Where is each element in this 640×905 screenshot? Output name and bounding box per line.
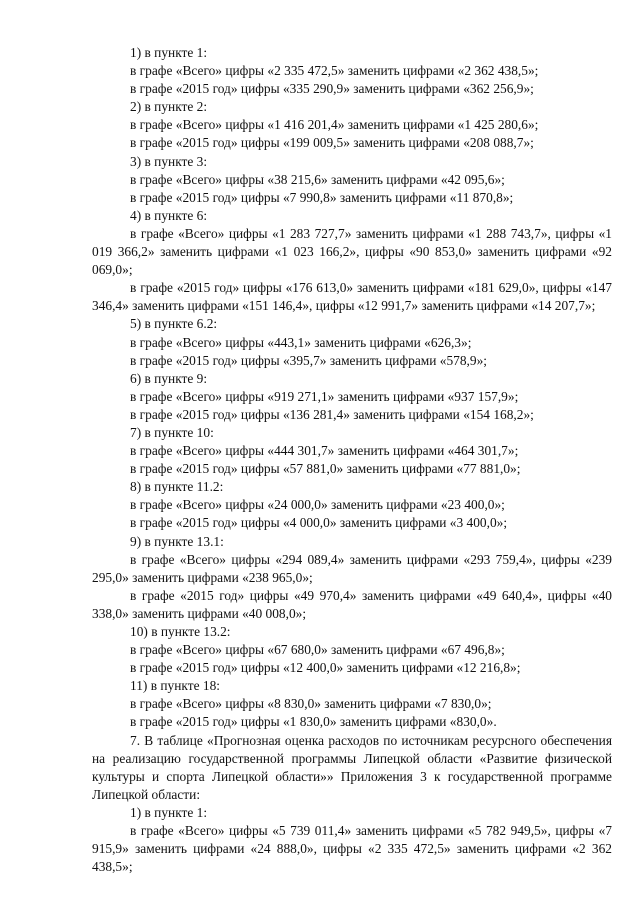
paragraph: в графе «Всего» цифры «2 335 472,5» заменить цифрами «2 362 438,5»; bbox=[130, 63, 539, 79]
paragraph: в графе «2015 год» цифры «199 009,5» заменить цифрами «208 088,7»; bbox=[130, 135, 534, 151]
document-page bbox=[92, 44, 612, 876]
paragraph: в графе «Всего» цифры «5 739 011,4» заменить цифрами «5 782 949,5», цифры «7 915,9» заменить цифрами «24 888,0», цифры «2 335 472,5» заменить цифрами «2 362 438,5»; bbox=[92, 823, 612, 875]
paragraph: в графе «Всего» цифры «294 089,4» заменить цифрами «293 759,4», цифры «239 295,0» заменить цифрами «238 965,0»; bbox=[92, 551, 612, 585]
paragraph: в графе «Всего» цифры «8 830,0» заменить цифрами «7 830,0»; bbox=[130, 696, 492, 712]
paragraph: 7. В таблице «Прогнозная оценка расходов по источникам ресурсного обеспечения на реализацию государственной программы Липецкой области «Развитие физической культуры и спорта Липецкой области»» Приложения 3 к государственной программе Липецкой области: bbox=[92, 732, 612, 802]
paragraph: 9) в пункте 13.1: bbox=[130, 533, 224, 549]
paragraph: в графе «2015 год» цифры «395,7» заменить цифрами «578,9»; bbox=[130, 352, 487, 368]
paragraph: в графе «Всего» цифры «444 301,7» заменить цифрами «464 301,7»; bbox=[130, 443, 519, 459]
paragraph: 7) в пункте 10: bbox=[130, 424, 214, 440]
paragraph: в графе «2015 год» цифры «176 613,0» заменить цифрами «181 629,0», цифры «147 346,4» заменить цифрами «151 146,4», цифры «12 991,7» заменить цифрами «14 207,7»; bbox=[92, 280, 612, 314]
paragraph: в графе «2015 год» цифры «1 830,0» заменить цифрами «830,0». bbox=[130, 714, 497, 730]
paragraph: в графе «Всего» цифры «38 215,6» заменить цифрами «42 095,6»; bbox=[130, 171, 505, 187]
paragraph: в графе «2015 год» цифры «4 000,0» заменить цифрами «3 400,0»; bbox=[130, 515, 508, 531]
paragraph: 6) в пункте 9: bbox=[130, 370, 208, 386]
paragraph: в графе «2015 год» цифры «136 281,4» заменить цифрами «154 168,2»; bbox=[130, 406, 534, 422]
paragraph: 1) в пункте 1: bbox=[130, 804, 208, 820]
paragraph: в графе «2015 год» цифры «7 990,8» заменить цифрами «11 870,8»; bbox=[130, 189, 514, 205]
paragraph: в графе «Всего» цифры «443,1» заменить цифрами «626,3»; bbox=[130, 334, 472, 350]
paragraph: 10) в пункте 13.2: bbox=[130, 624, 231, 639]
paragraph: 8) в пункте 11.2: bbox=[130, 479, 224, 495]
paragraph: 4) в пункте 6: bbox=[130, 207, 208, 223]
paragraph: 1) в пункте 1: bbox=[130, 45, 208, 60]
paragraph: в графе «Всего» цифры «919 271,1» заменить цифрами «937 157,9»; bbox=[130, 388, 519, 404]
paragraph: 3) в пункте 3: bbox=[130, 153, 208, 169]
paragraph: в графе «Всего» цифры «67 680,0» заменить цифрами «67 496,8»; bbox=[130, 642, 505, 658]
paragraph: в графе «2015 год» цифры «57 881,0» заменить цифрами «77 881,0»; bbox=[130, 461, 521, 477]
paragraph: в графе «2015 год» цифры «335 290,9» заменить цифрами «362 256,9»; bbox=[130, 81, 534, 97]
paragraph: в графе «Всего» цифры «1 416 201,4» заменить цифрами «1 425 280,6»; bbox=[130, 117, 539, 133]
paragraph: в графе «Всего» цифры «1 283 727,7» заменить цифрами «1 288 743,7», цифры «1 019 366,2» заменить цифрами «1 023 166,2», цифры «90 853,0» заменить цифрами «92 069,0»; bbox=[92, 225, 612, 278]
paragraph: 5) в пункте 6.2: bbox=[130, 316, 218, 332]
paragraph: в графе «2015 год» цифры «12 400,0» заменить цифрами «12 216,8»; bbox=[130, 660, 521, 676]
paragraph: в графе «2015 год» цифры «49 970,4» заменить цифрами «49 640,4», цифры «40 338,0» заменить цифрами «40 008,0»; bbox=[92, 587, 612, 621]
paragraph: 11) в пункте 18: bbox=[130, 678, 220, 694]
paragraph: в графе «Всего» цифры «24 000,0» заменить цифрами «23 400,0»; bbox=[130, 497, 505, 513]
paragraph: 2) в пункте 2: bbox=[130, 99, 208, 115]
